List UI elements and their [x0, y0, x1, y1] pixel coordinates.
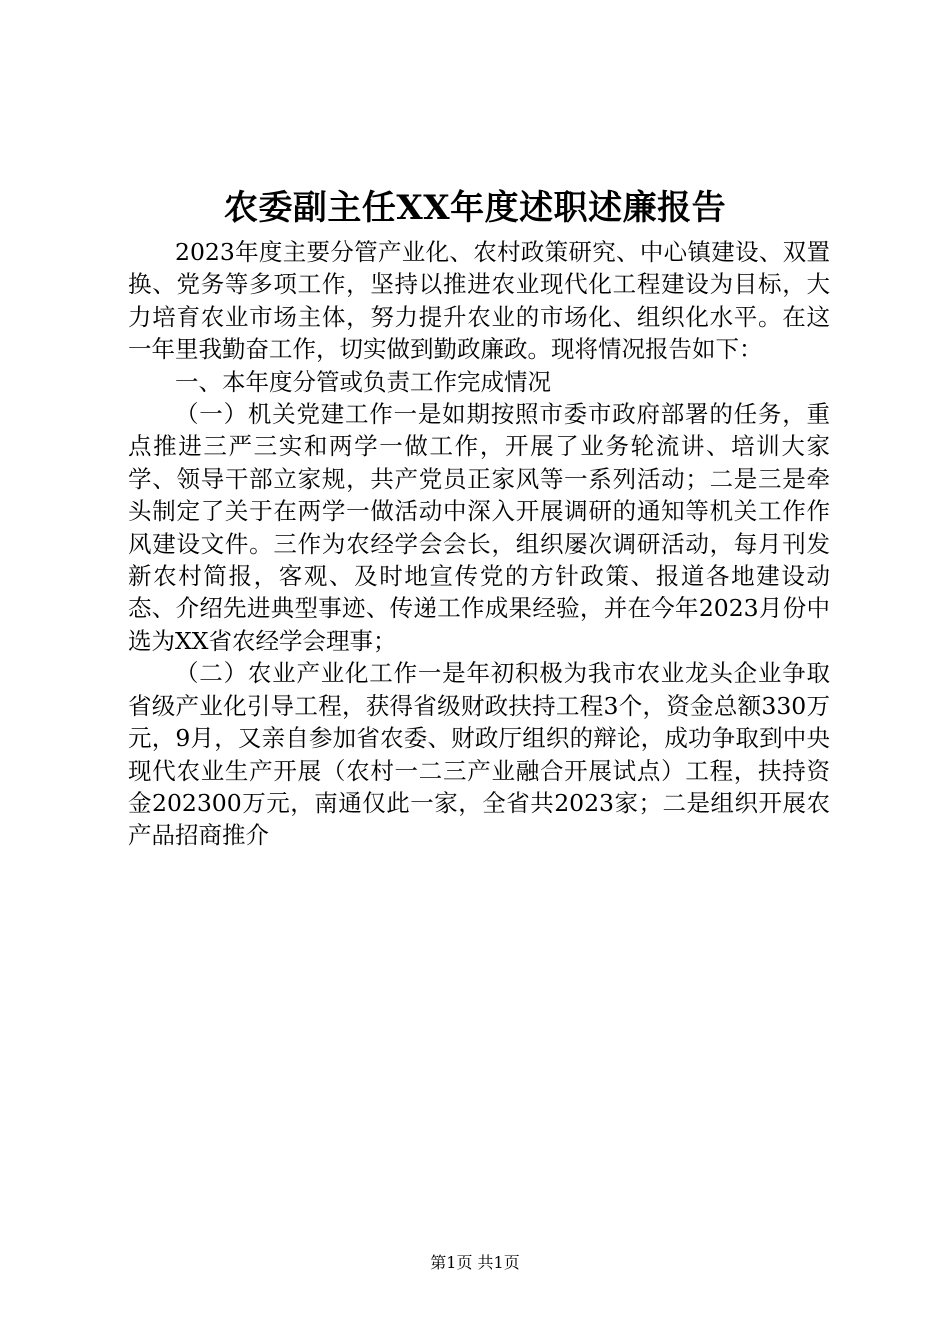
intro-paragraph: 2023年度主要分管产业化、农村政策研究、中心镇建设、双置换、党务等多项工作，坚持以推进农业现代化工程建设为目标，大力培育农业市场主体，努力提升农业的市场化、组织化水平。在这一年里我勤奋工作，切实做到勤政廉政。现将情况报告如下： [128, 238, 830, 364]
section-heading: 一、本年度分管或负责工作完成情况 [175, 367, 551, 396]
document-title: 农委副主任XX年度述职述廉报告 [223, 188, 727, 228]
industrialization-paragraph: （二）农业产业化工作一是年初积极为我市农业龙头企业争取省级产业化引导工程，获得省级财政扶持工程3个，资金总额330万元，9月，又亲自参加省农委、财政厅组织的辩论，成功争取到中央现代农业生产开展（农村一二三产业融合开展试点）工程，扶持资金202300万元，南通仅此一家，全省共2023家；二是组织开展农产品招商推介 [128, 659, 830, 850]
party-building-paragraph: （一）机关党建工作一是如期按照市委市政府部署的任务，重点推进三严三实和两学一做工作，开展了业务轮流讲、培训大家学、领导干部立家规，共产党员正家风等一系列活动；二是三是牵头制定了关于在两学一做活动中深入开展调研的通知等机关工作作风建设文件。三作为农经学会会长，组织屡次调研活动，每月刊发新农村简报，客观、及时地宣传党的方针政策、报道各地建设动态、介绍先进典型事迹、传递工作成果经验，并在今年2023月份中选为XX省农经学会理事； [128, 400, 830, 655]
page-footer: 第1页 共1页 [430, 1253, 520, 1272]
document-body [128, 236, 830, 852]
